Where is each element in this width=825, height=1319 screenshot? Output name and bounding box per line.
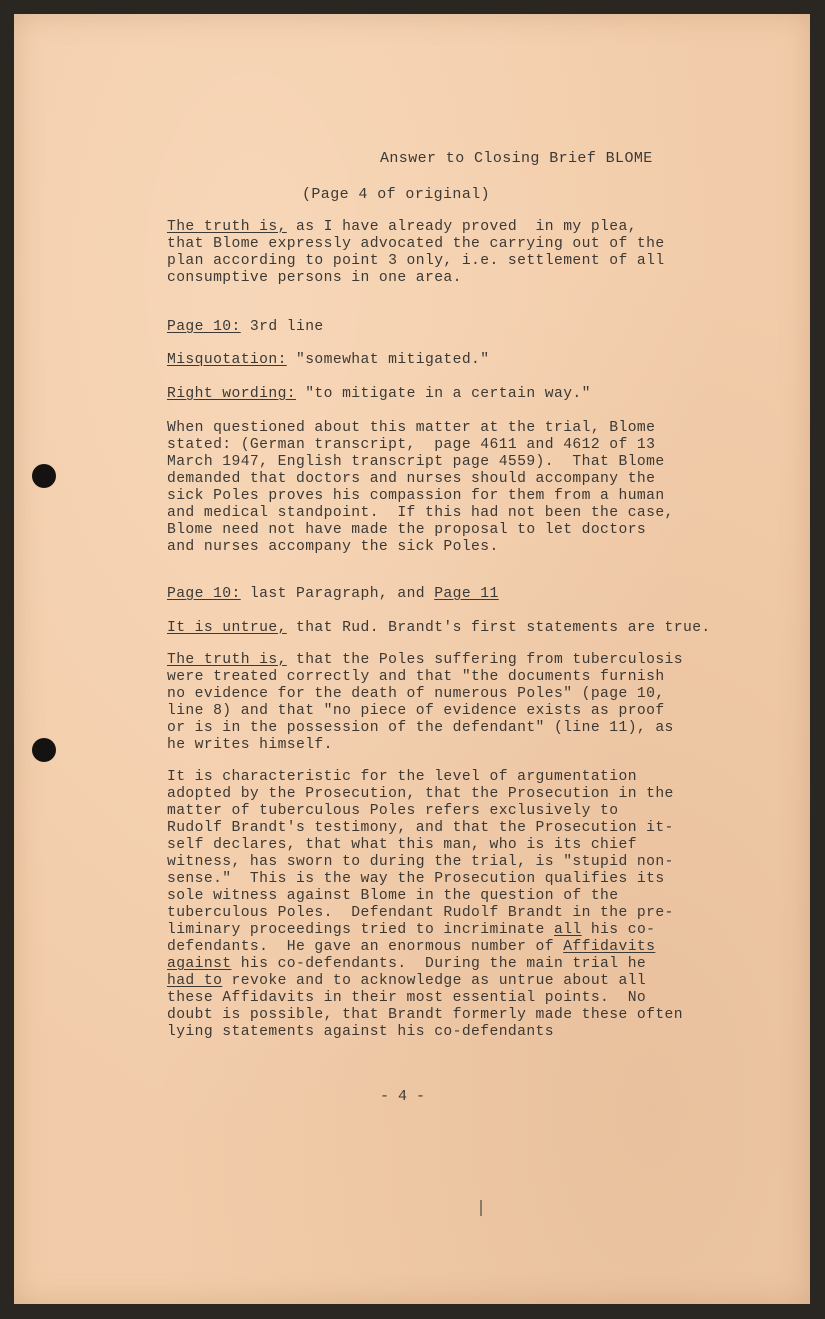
sec1-line-1: When questioned about this matter at the trial, Blome <box>167 420 656 436</box>
char-line-2: adopted by the Prosecution, that the Prosecution in the <box>167 786 674 802</box>
sec1-line-8: and nurses accompany the sick Poles. <box>167 539 499 555</box>
sec1-line-6: and medical standpoint. If this had not been the case, <box>167 505 674 521</box>
char-line-10: liminary proceedings tried to incriminate all his co- <box>167 922 656 938</box>
char-line-12: against his co-defendants. During the main trial he <box>167 956 647 972</box>
punch-hole-top <box>32 464 56 488</box>
char-line-4: Rudolf Brandt's testimony, and that the Prosecution it- <box>167 820 674 836</box>
sec1-line-3: March 1947, English transcript page 4559). That Blome <box>167 454 665 470</box>
char-line-5: self declares, that what this man, who is its chief <box>167 837 637 853</box>
untrue-line: It is untrue, that Rud. Brandt's first statements are true. <box>167 620 711 636</box>
char-line-16: lying statements against his co-defendants <box>167 1024 554 1040</box>
sec1-line-2: stated: (German transcript, page 4611 and 4612 of 13 <box>167 437 656 453</box>
truth-line-3: no evidence for the death of numerous Poles" (page 10, <box>167 686 665 702</box>
pencil-mark <box>480 1200 482 1216</box>
truth-line-6: he writes himself. <box>167 737 333 753</box>
document-title: Answer to Closing Brief BLOME <box>380 150 653 167</box>
section2-heading: Page 10: last Paragraph, and Page 11 <box>167 586 499 602</box>
truth-line-5: or is in the possession of the defendant" (line 11), as <box>167 720 674 736</box>
misquotation-line: Misquotation: "somewhat mitigated." <box>167 352 490 368</box>
char-line-3: matter of tuberculous Poles refers exclusively to <box>167 803 619 819</box>
char-line-9: tuberculous Poles. Defendant Rudolf Brandt in the pre- <box>167 905 674 921</box>
char-line-1: It is characteristic for the level of argumentation <box>167 769 637 785</box>
para1-line-2: that Blome expressly advocated the carrying out of the <box>167 236 665 252</box>
char-line-7: sense." This is the way the Prosecution qualifies its <box>167 871 665 887</box>
char-line-6: witness, has sworn to during the trial, is "stupid non- <box>167 854 674 870</box>
para1-line-3: plan according to point 3 only, i.e. settlement of all <box>167 253 665 269</box>
truth-is-label: The truth is, <box>167 219 287 235</box>
sec1-line-7: Blome need not have made the proposal to let doctors <box>167 522 647 538</box>
sec1-line-5: sick Poles proves his compassion for them from a human <box>167 488 665 504</box>
char-line-15: doubt is possible, that Brandt formerly made these often <box>167 1007 683 1023</box>
para1-line-4: consumptive persons in one area. <box>167 270 462 286</box>
page-number: - 4 - <box>380 1088 426 1105</box>
char-line-13: had to revoke and to acknowledge as untrue about all <box>167 973 647 989</box>
truth-line-2: were treated correctly and that "the documents furnish <box>167 669 665 685</box>
truth-line-1: The truth is, that the Poles suffering from tuberculosis <box>167 652 683 668</box>
truth-line-4: line 8) and that "no piece of evidence exists as proof <box>167 703 665 719</box>
right-wording-line: Right wording: "to mitigate in a certain way." <box>167 386 591 402</box>
char-line-11: defendants. He gave an enormous number of Affidavits <box>167 939 656 955</box>
punch-hole-bottom <box>32 738 56 762</box>
document-subtitle: (Page 4 of original) <box>302 186 491 203</box>
sec1-line-4: demanded that doctors and nurses should accompany the <box>167 471 656 487</box>
char-line-14: these Affidavits in their most essential points. No <box>167 990 647 1006</box>
section1-heading: Page 10: 3rd line <box>167 319 324 335</box>
char-line-8: sole witness against Blome in the question of the <box>167 888 619 904</box>
para1-line-1: The truth is, as I have already proved in my plea, <box>167 219 637 235</box>
